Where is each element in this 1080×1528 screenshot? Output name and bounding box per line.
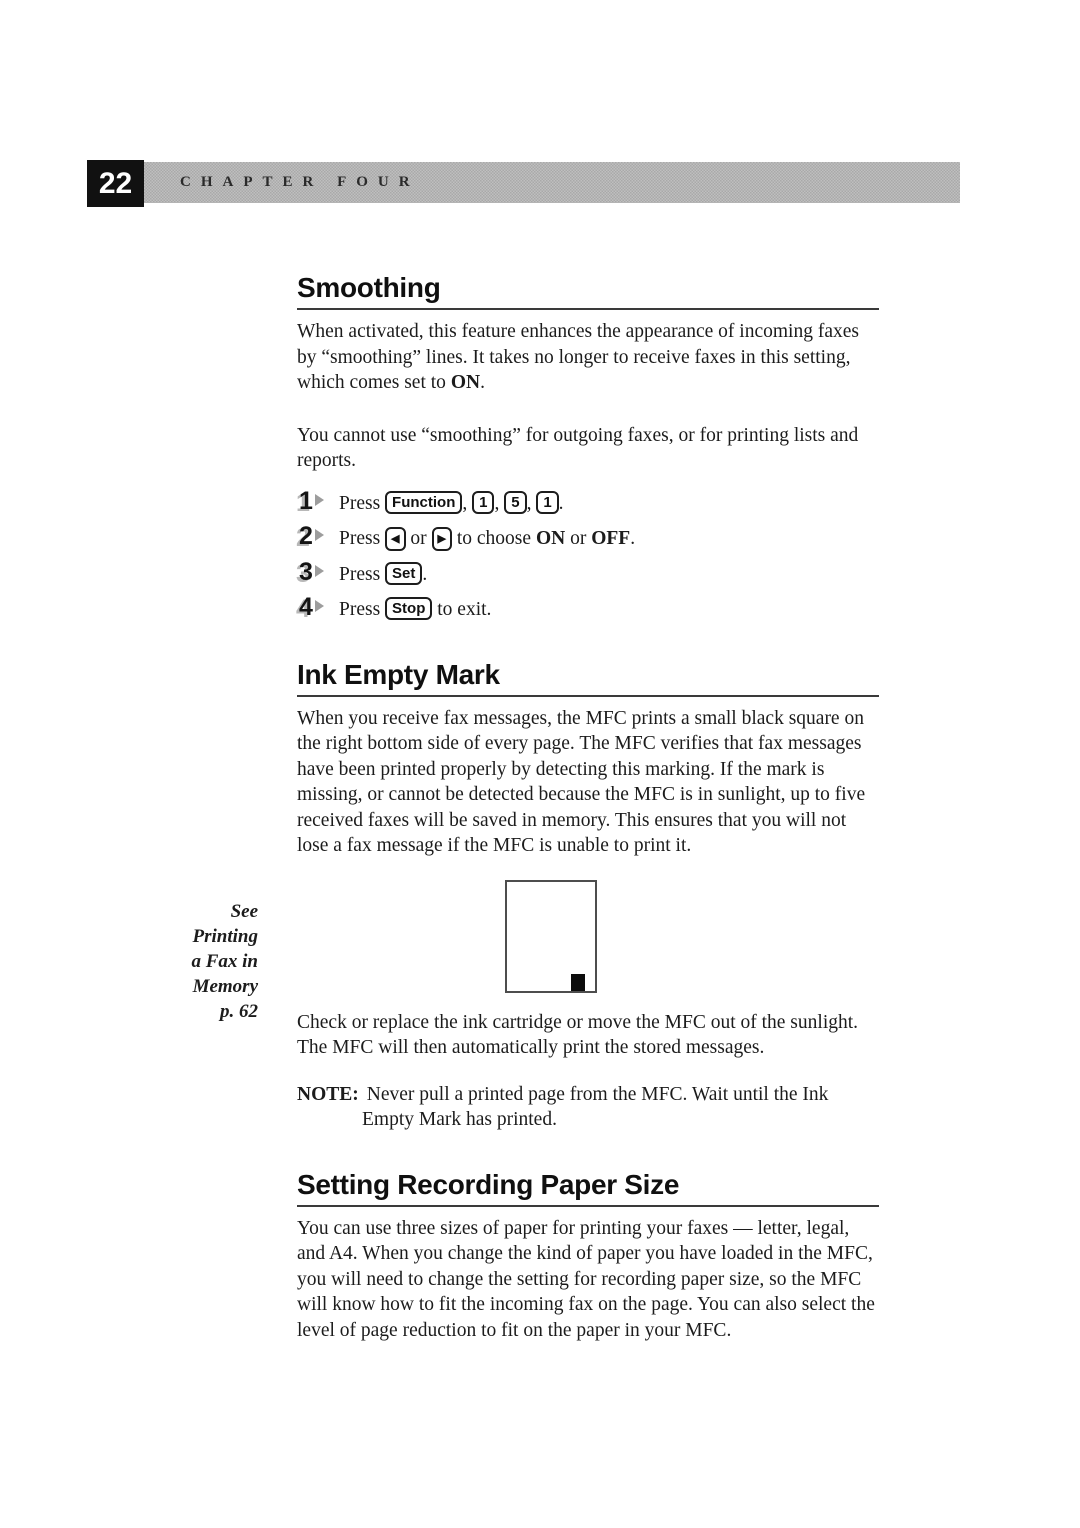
- paragraph: You cannot use “smoothing” for outgoing faxes, or for printing lists and reports.: [297, 424, 859, 471]
- sidebar-note: [120, 899, 258, 1024]
- page-number: 22: [98, 166, 133, 200]
- step-number: 2: [299, 524, 325, 550]
- step-number: 3: [299, 560, 325, 586]
- bold-text: ON: [450, 372, 481, 393]
- section-title-paper-size: Setting Recording Paper Size: [297, 1169, 879, 1207]
- paragraph: When you receive fax messages, the MFC prints a small black square on the right bottom side of every page. The MFC verifies that fax messages have been printed properly by detecting this marking. If the mark is missing, or cannot be detected because the MFC is in sunlight, up to five received faxes will be saved in memory. This ensures that you will not lose a fax message if the MFC is unable to print it.: [297, 707, 866, 856]
- step-item: [299, 486, 879, 517]
- sidebar-note-line: Printing: [192, 926, 258, 947]
- key-5: 5: [504, 491, 526, 514]
- sidebar-note-line: a Fax in: [191, 951, 258, 972]
- sidebar-note-line: Memory: [192, 976, 258, 997]
- section-ink-empty-mark: [297, 659, 879, 1133]
- step-text: Press ◀ or ▶ to choose ON or OFF.: [339, 528, 636, 549]
- set-key: Set: [385, 562, 422, 585]
- bold-text: OFF: [591, 528, 631, 549]
- ink-empty-mark-square: [571, 974, 585, 991]
- paragraph: When activated, this feature enhances the appearance of incoming faxes by “smoothing” lines. It takes no longer to receive faxes in this setting, which comes set to ON.: [297, 321, 859, 393]
- step-list: [299, 486, 879, 623]
- key-1: 1: [472, 491, 494, 514]
- section-title-smoothing: Smoothing: [297, 272, 879, 310]
- left-arrow-key: ◀: [385, 527, 405, 551]
- chapter-bar: [144, 162, 960, 203]
- fax-page-outline: [505, 880, 597, 993]
- ink-empty-mark-figure: [505, 880, 597, 993]
- note: [297, 1082, 879, 1133]
- section-setting-recording-paper-size: [297, 1169, 879, 1344]
- step-text: Press Stop to exit.: [339, 599, 492, 620]
- step-text: Press Set .: [339, 563, 428, 585]
- section-title-ink-empty-mark: Ink Empty Mark: [297, 659, 879, 697]
- step-item: [299, 595, 879, 623]
- function-key: Function: [385, 491, 462, 514]
- note-text: Never pull a printed page from the MFC. Wait until the Ink Empty Mark has printed.: [362, 1083, 829, 1130]
- note-label: NOTE:: [297, 1083, 359, 1105]
- content-column: [297, 272, 879, 1343]
- key-1: 1: [536, 491, 558, 514]
- chapter-title: CHAPTER FOUR: [180, 174, 420, 190]
- step-number: 4: [299, 595, 325, 621]
- page-header: [87, 160, 960, 207]
- stop-key: Stop: [385, 597, 432, 620]
- right-arrow-key: ▶: [432, 527, 452, 551]
- section-smoothing: [297, 272, 879, 623]
- sidebar-note-line: p. 62: [220, 1001, 258, 1022]
- paragraph: Check or replace the ink cartridge or move the MFC out of the sunlight. The MFC will then automatically print the stored messages.: [297, 1011, 859, 1058]
- page-number-box: [87, 160, 144, 207]
- step-item: [299, 524, 879, 552]
- paragraph: You can use three sizes of paper for printing your faxes — letter, legal, and A4. When you change the kind of paper you have loaded in the MFC, you will need to change the setting for recording paper size, so the MFC will know how to fit the incoming fax on the page. You can also select the level of page reduction to fit on the paper in your MFC.: [297, 1217, 875, 1341]
- sidebar-note-line: See: [230, 901, 258, 922]
- step-number: 1: [299, 489, 325, 515]
- bold-text: ON: [535, 528, 566, 549]
- step-text: Press Function , 1 , 5 , 1 .: [339, 492, 564, 514]
- step-item: [299, 557, 879, 588]
